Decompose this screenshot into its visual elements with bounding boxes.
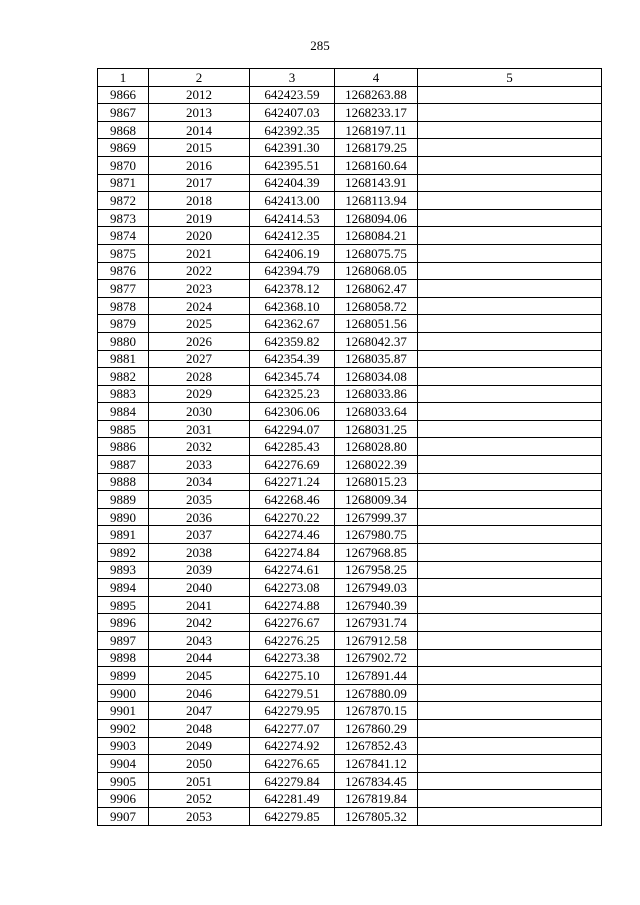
table-cell-col1: 9867	[98, 104, 149, 122]
table-cell-col4: 1268094.06	[335, 209, 418, 227]
table-cell-col2: 2016	[149, 156, 250, 174]
table-cell-col5	[418, 332, 602, 350]
table-cell-col3: 642281.49	[250, 790, 335, 808]
table-cell-col3: 642404.39	[250, 174, 335, 192]
table-cell-col1: 9878	[98, 297, 149, 315]
table-row	[98, 420, 602, 438]
table-cell-col1: 9902	[98, 719, 149, 737]
table-cell-col5	[418, 579, 602, 597]
table-cell-col5	[418, 632, 602, 650]
table-row	[98, 508, 602, 526]
table-cell-col1: 9880	[98, 332, 149, 350]
table-cell-col4: 1267949.03	[335, 579, 418, 597]
table-cell-col1: 9897	[98, 632, 149, 650]
table-cell-col1: 9903	[98, 737, 149, 755]
table-cell-col2: 2029	[149, 385, 250, 403]
table-cell-col5	[418, 227, 602, 245]
table-row	[98, 227, 602, 245]
page-number: 285	[310, 38, 330, 53]
table-cell-col2: 2028	[149, 368, 250, 386]
table-cell-col1: 9876	[98, 262, 149, 280]
table-cell-col5	[418, 473, 602, 491]
table-cell-col4: 1268028.80	[335, 438, 418, 456]
table-cell-col2: 2042	[149, 614, 250, 632]
table-cell-col3: 642378.12	[250, 280, 335, 298]
table-row	[98, 209, 602, 227]
table-cell-col5	[418, 350, 602, 368]
table-cell-col3: 642354.39	[250, 350, 335, 368]
table-row	[98, 649, 602, 667]
table-cell-col1: 9883	[98, 385, 149, 403]
table-cell-col1: 9893	[98, 561, 149, 579]
table-cell-col5	[418, 403, 602, 421]
table-cell-col3: 642362.67	[250, 315, 335, 333]
table-cell-col4: 1268022.39	[335, 456, 418, 474]
table-cell-col4: 1268113.94	[335, 192, 418, 210]
table-cell-col4: 1267819.84	[335, 790, 418, 808]
table-cell-col1: 9872	[98, 192, 149, 210]
table-cell-col4: 1267912.58	[335, 632, 418, 650]
table-cell-col4: 1267841.12	[335, 755, 418, 773]
table-cell-col5	[418, 614, 602, 632]
table-cell-col4: 1268015.23	[335, 473, 418, 491]
table-cell-col3: 642271.24	[250, 473, 335, 491]
table-row	[98, 244, 602, 262]
table-row	[98, 262, 602, 280]
table-cell-col1: 9879	[98, 315, 149, 333]
table-cell-col3: 642273.08	[250, 579, 335, 597]
table-cell-col5	[418, 737, 602, 755]
table-row	[98, 772, 602, 790]
table-cell-col2: 2030	[149, 403, 250, 421]
table-cell-col2: 2039	[149, 561, 250, 579]
table-cell-col5	[418, 755, 602, 773]
table-cell-col4: 1268033.86	[335, 385, 418, 403]
table-cell-col3: 642276.25	[250, 632, 335, 650]
table-cell-col5	[418, 526, 602, 544]
table-cell-col2: 2052	[149, 790, 250, 808]
table-cell-col2: 2045	[149, 667, 250, 685]
table-cell-col5	[418, 667, 602, 685]
table-cell-col2: 2025	[149, 315, 250, 333]
table-cell-col5	[418, 719, 602, 737]
table-cell-col3: 642270.22	[250, 508, 335, 526]
table-cell-col4: 1268034.08	[335, 368, 418, 386]
table-cell-col1: 9866	[98, 86, 149, 104]
table-cell-col4: 1267931.74	[335, 614, 418, 632]
table-cell-col3: 642273.38	[250, 649, 335, 667]
table-cell-col1: 9898	[98, 649, 149, 667]
table-cell-col3: 642279.84	[250, 772, 335, 790]
table-cell-col1: 9894	[98, 579, 149, 597]
table-cell-col1: 9884	[98, 403, 149, 421]
table-cell-col4: 1268233.17	[335, 104, 418, 122]
table-cell-col3: 642277.07	[250, 719, 335, 737]
table-row	[98, 315, 602, 333]
table-cell-col4: 1267870.15	[335, 702, 418, 720]
table-row	[98, 702, 602, 720]
table-cell-col1: 9896	[98, 614, 149, 632]
table-cell-col3: 642276.65	[250, 755, 335, 773]
table-cell-col3: 642274.92	[250, 737, 335, 755]
table-header	[98, 69, 602, 87]
table-cell-col1: 9906	[98, 790, 149, 808]
table-cell-col5	[418, 649, 602, 667]
table-cell-col5	[418, 385, 602, 403]
table-cell-col4: 1268263.88	[335, 86, 418, 104]
table-cell-col4: 1267834.45	[335, 772, 418, 790]
table-cell-col5	[418, 280, 602, 298]
table-cell-col3: 642392.35	[250, 121, 335, 139]
table-cell-col5	[418, 244, 602, 262]
table-cell-col1: 9874	[98, 227, 149, 245]
table-cell-col4: 1268042.37	[335, 332, 418, 350]
table-cell-col2: 2014	[149, 121, 250, 139]
table-cell-col4: 1268075.75	[335, 244, 418, 262]
table-row	[98, 790, 602, 808]
table-cell-col5	[418, 438, 602, 456]
table-cell-col2: 2034	[149, 473, 250, 491]
table-row	[98, 368, 602, 386]
table-cell-col4: 1268031.25	[335, 420, 418, 438]
table-cell-col3: 642276.69	[250, 456, 335, 474]
table-cell-col4: 1267999.37	[335, 508, 418, 526]
table-cell-col3: 642395.51	[250, 156, 335, 174]
table-row	[98, 561, 602, 579]
table-cell-col4: 1268160.64	[335, 156, 418, 174]
table-cell-col5	[418, 297, 602, 315]
table-cell-col3: 642268.46	[250, 491, 335, 509]
table-cell-col3: 642394.79	[250, 262, 335, 280]
table-cell-col3: 642345.74	[250, 368, 335, 386]
table-row	[98, 526, 602, 544]
table-cell-col1: 9889	[98, 491, 149, 509]
table-cell-col5	[418, 702, 602, 720]
table-cell-col1: 9891	[98, 526, 149, 544]
table-cell-col2: 2040	[149, 579, 250, 597]
table-cell-col2: 2044	[149, 649, 250, 667]
table-row	[98, 104, 602, 122]
table-row	[98, 579, 602, 597]
table-cell-col1: 9888	[98, 473, 149, 491]
table-row	[98, 350, 602, 368]
table-cell-col5	[418, 315, 602, 333]
table-cell-col2: 2017	[149, 174, 250, 192]
table-cell-col1: 9871	[98, 174, 149, 192]
table-cell-col3: 642359.82	[250, 332, 335, 350]
table-cell-col5	[418, 544, 602, 562]
table-cell-col2: 2032	[149, 438, 250, 456]
table-cell-col4: 1268084.21	[335, 227, 418, 245]
table-cell-col2: 2020	[149, 227, 250, 245]
table-cell-col5	[418, 456, 602, 474]
table-cell-col5	[418, 368, 602, 386]
table-cell-col3: 642407.03	[250, 104, 335, 122]
table-cell-col2: 2049	[149, 737, 250, 755]
table-cell-col1: 9877	[98, 280, 149, 298]
table-cell-col5	[418, 807, 602, 825]
table-cell-col4: 1268179.25	[335, 139, 418, 157]
table-cell-col1: 9901	[98, 702, 149, 720]
table-cell-col3: 642294.07	[250, 420, 335, 438]
table-cell-col2: 2046	[149, 684, 250, 702]
table-cell-col5	[418, 262, 602, 280]
column-header-4: 4	[335, 69, 418, 87]
table-row	[98, 403, 602, 421]
table-cell-col5	[418, 684, 602, 702]
table-row	[98, 473, 602, 491]
table-cell-col4: 1267940.39	[335, 596, 418, 614]
table-cell-col5	[418, 156, 602, 174]
table-cell-col4: 1267891.44	[335, 667, 418, 685]
table-cell-col3: 642279.51	[250, 684, 335, 702]
table-cell-col2: 2053	[149, 807, 250, 825]
table-cell-col4: 1268058.72	[335, 297, 418, 315]
table-cell-col3: 642325.23	[250, 385, 335, 403]
table-cell-col1: 9882	[98, 368, 149, 386]
column-header-3: 3	[250, 69, 335, 87]
table-cell-col2: 2021	[149, 244, 250, 262]
table-cell-col3: 642414.53	[250, 209, 335, 227]
table-cell-col4: 1268035.87	[335, 350, 418, 368]
table-cell-col3: 642274.46	[250, 526, 335, 544]
table-cell-col4: 1267958.25	[335, 561, 418, 579]
table-row	[98, 807, 602, 825]
table-row	[98, 86, 602, 104]
table-cell-col5	[418, 104, 602, 122]
table-cell-col1: 9899	[98, 667, 149, 685]
table-body	[98, 86, 602, 825]
table-cell-col3: 642306.06	[250, 403, 335, 421]
table-cell-col5	[418, 174, 602, 192]
table-cell-col5	[418, 772, 602, 790]
table-row	[98, 684, 602, 702]
table-cell-col5	[418, 508, 602, 526]
table-cell-col3: 642413.00	[250, 192, 335, 210]
table-cell-col2: 2031	[149, 420, 250, 438]
table-cell-col2: 2023	[149, 280, 250, 298]
table-cell-col2: 2037	[149, 526, 250, 544]
table-cell-col1: 9868	[98, 121, 149, 139]
table-cell-col1: 9887	[98, 456, 149, 474]
table-cell-col2: 2015	[149, 139, 250, 157]
table-cell-col5	[418, 790, 602, 808]
table-cell-col4: 1267805.32	[335, 807, 418, 825]
table-cell-col2: 2013	[149, 104, 250, 122]
table-cell-col1: 9905	[98, 772, 149, 790]
table-row	[98, 297, 602, 315]
table-cell-col4: 1267902.72	[335, 649, 418, 667]
table-cell-col2: 2026	[149, 332, 250, 350]
table-cell-col3: 642274.88	[250, 596, 335, 614]
header-row	[98, 69, 602, 87]
table-row	[98, 614, 602, 632]
table-cell-col4: 1268051.56	[335, 315, 418, 333]
table-row	[98, 719, 602, 737]
table-cell-col1: 9890	[98, 508, 149, 526]
table-cell-col3: 642279.85	[250, 807, 335, 825]
table-cell-col1: 9904	[98, 755, 149, 773]
table-row	[98, 121, 602, 139]
table-cell-col2: 2022	[149, 262, 250, 280]
table-cell-col1: 9881	[98, 350, 149, 368]
table-cell-col2: 2019	[149, 209, 250, 227]
table-cell-col3: 642285.43	[250, 438, 335, 456]
table-cell-col5	[418, 561, 602, 579]
table-row	[98, 192, 602, 210]
table-cell-col2: 2036	[149, 508, 250, 526]
table-row	[98, 156, 602, 174]
table-cell-col2: 2038	[149, 544, 250, 562]
table-row	[98, 596, 602, 614]
table-cell-col4: 1268068.05	[335, 262, 418, 280]
table-row	[98, 544, 602, 562]
table-row	[98, 667, 602, 685]
table-cell-col4: 1268009.34	[335, 491, 418, 509]
table-cell-col2: 2018	[149, 192, 250, 210]
table-cell-col1: 9869	[98, 139, 149, 157]
table-cell-col2: 2012	[149, 86, 250, 104]
table-cell-col3: 642412.35	[250, 227, 335, 245]
table-cell-col3: 642406.19	[250, 244, 335, 262]
table-cell-col5	[418, 192, 602, 210]
column-header-5: 5	[418, 69, 602, 87]
table-row	[98, 174, 602, 192]
table-cell-col4: 1267860.29	[335, 719, 418, 737]
table-cell-col1: 9900	[98, 684, 149, 702]
table-cell-col3: 642279.95	[250, 702, 335, 720]
table-row	[98, 332, 602, 350]
table-cell-col5	[418, 121, 602, 139]
table-cell-col2: 2050	[149, 755, 250, 773]
table-cell-col5	[418, 209, 602, 227]
table-row	[98, 456, 602, 474]
table-cell-col1: 9873	[98, 209, 149, 227]
column-header-2: 2	[149, 69, 250, 87]
table-row	[98, 632, 602, 650]
column-header-1: 1	[98, 69, 149, 87]
table-cell-col3: 642275.10	[250, 667, 335, 685]
table-cell-col5	[418, 596, 602, 614]
table-cell-col4: 1268033.64	[335, 403, 418, 421]
table-cell-col4: 1267880.09	[335, 684, 418, 702]
table-cell-col5	[418, 86, 602, 104]
table-cell-col1: 9892	[98, 544, 149, 562]
table-cell-col2: 2047	[149, 702, 250, 720]
table-cell-col1: 9875	[98, 244, 149, 262]
table-row	[98, 755, 602, 773]
table-cell-col3: 642391.30	[250, 139, 335, 157]
table-cell-col2: 2041	[149, 596, 250, 614]
table-cell-col3: 642276.67	[250, 614, 335, 632]
table-cell-col3: 642274.84	[250, 544, 335, 562]
table-cell-col4: 1268197.11	[335, 121, 418, 139]
table-cell-col5	[418, 420, 602, 438]
table-cell-col2: 2043	[149, 632, 250, 650]
table-cell-col2: 2033	[149, 456, 250, 474]
table-cell-col3: 642423.59	[250, 86, 335, 104]
table-cell-col5	[418, 491, 602, 509]
table-row	[98, 737, 602, 755]
table-cell-col4: 1267968.85	[335, 544, 418, 562]
table-cell-col1: 9886	[98, 438, 149, 456]
table-cell-col4: 1268062.47	[335, 280, 418, 298]
table-cell-col3: 642368.10	[250, 297, 335, 315]
table-cell-col3: 642274.61	[250, 561, 335, 579]
table-cell-col2: 2048	[149, 719, 250, 737]
table-cell-col1: 9885	[98, 420, 149, 438]
table-row	[98, 139, 602, 157]
table-cell-col2: 2035	[149, 491, 250, 509]
table-cell-col4: 1267980.75	[335, 526, 418, 544]
table-cell-col2: 2024	[149, 297, 250, 315]
table-row	[98, 438, 602, 456]
table-cell-col1: 9907	[98, 807, 149, 825]
table-cell-col4: 1267852.43	[335, 737, 418, 755]
table-cell-col1: 9895	[98, 596, 149, 614]
table-cell-col2: 2051	[149, 772, 250, 790]
table-cell-col4: 1268143.91	[335, 174, 418, 192]
table-row	[98, 280, 602, 298]
table-cell-col2: 2027	[149, 350, 250, 368]
table-cell-col1: 9870	[98, 156, 149, 174]
table-row	[98, 385, 602, 403]
table-cell-col5	[418, 139, 602, 157]
table-row	[98, 491, 602, 509]
coordinates-table	[97, 68, 602, 826]
